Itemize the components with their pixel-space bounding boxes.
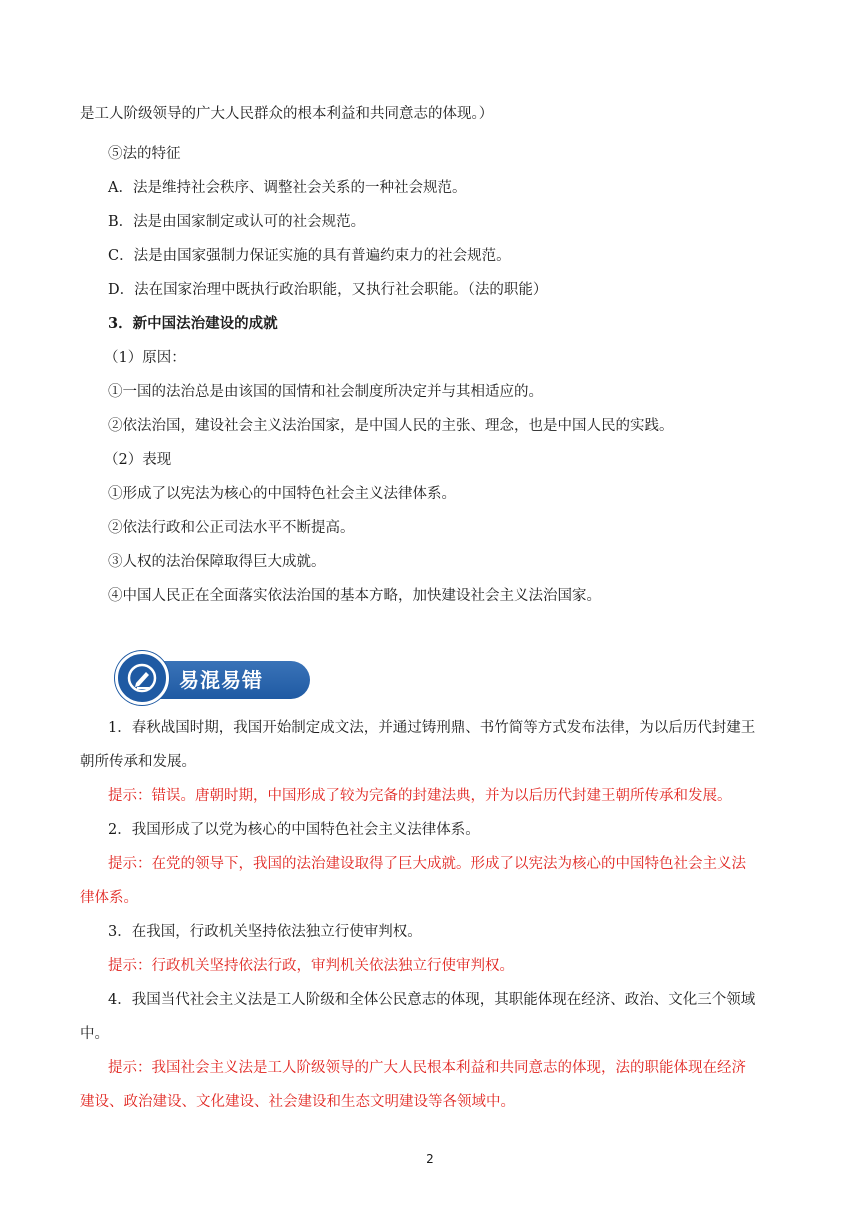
hint-text: 提示：行政机关坚持依法行政，审判机关依法独立行使审判权。 — [108, 958, 514, 974]
text-line: ①一国的法治总是由该国的国情和社会制度所决定并与其相适应的。 — [108, 384, 543, 400]
text-line: 是工人阶级领导的广大人民群众的根本利益和共同意志的体现。） — [80, 106, 494, 122]
text-line: （1）原因： — [104, 350, 186, 366]
banner-title: 易混易错 — [179, 668, 263, 692]
text-line: （2）表现 — [104, 452, 172, 468]
page-number: 2 — [426, 1152, 434, 1166]
text-line: B．法是由国家制定或认可的社会规范。 — [108, 214, 366, 230]
hint-text: 提示：在党的领导下，我国的法治建设取得了巨大成就。形成了以宪法为核心的中国特色社会主义法 — [108, 856, 746, 872]
question-text: 1．春秋战国时期，我国开始制定成文法，并通过铸刑鼎、书竹简等方式发布法律，为以后历代封建王 — [108, 720, 756, 736]
question-text: 中。 — [80, 1026, 109, 1042]
text-line: ①形成了以宪法为核心的中国特色社会主义法律体系。 — [108, 486, 456, 502]
text-line: ②依法行政和公正司法水平不断提高。 — [108, 520, 355, 536]
question-text: 朝所传承和发展。 — [80, 754, 196, 770]
hint-text: 律体系。 — [80, 890, 138, 906]
banner-badge — [115, 651, 169, 705]
text-line: ④中国人民正在全面落实依法治国的基本方略，加快建设社会主义法治国家。 — [108, 588, 601, 604]
pencil-icon — [127, 663, 157, 693]
text-line: ③人权的法治保障取得巨大成就。 — [108, 554, 326, 570]
text-line: D．法在国家治理中既执行政治职能，又执行社会职能。（法的职能） — [108, 282, 548, 298]
hint-text: 提示：我国社会主义法是工人阶级领导的广大人民根本利益和共同意志的体现，法的职能体现在经济 — [108, 1060, 746, 1076]
question-text: 3．在我国，行政机关坚持依法独立行使审判权。 — [108, 924, 422, 940]
text-line: A．法是维持社会秩序、调整社会关系的一种社会规范。 — [108, 180, 467, 196]
hint-text: 提示：错误。唐朝时期，中国形成了较为完备的封建法典，并为以后历代封建王朝所传承和发展。 — [108, 788, 732, 804]
section-heading: 3．新中国法治建设的成就 — [108, 315, 278, 332]
hint-text: 建设、政治建设、文化建设、社会建设和生态文明建设等各领域中。 — [80, 1094, 515, 1110]
question-text: 2．我国形成了以党为核心的中国特色社会主义法律体系。 — [108, 822, 480, 838]
text-line: ⑤法的特征 — [108, 146, 181, 162]
text-line: ②依法治国，建设社会主义法治国家，是中国人民的主张、理念，也是中国人民的实践。 — [108, 418, 674, 434]
section-banner — [115, 651, 310, 705]
question-text: 4．我国当代社会主义法是工人阶级和全体公民意志的体现，其职能体现在经济、政治、文化三个领域 — [108, 992, 756, 1008]
text-line: C．法是由国家强制力保证实施的具有普遍约束力的社会规范。 — [108, 248, 511, 264]
